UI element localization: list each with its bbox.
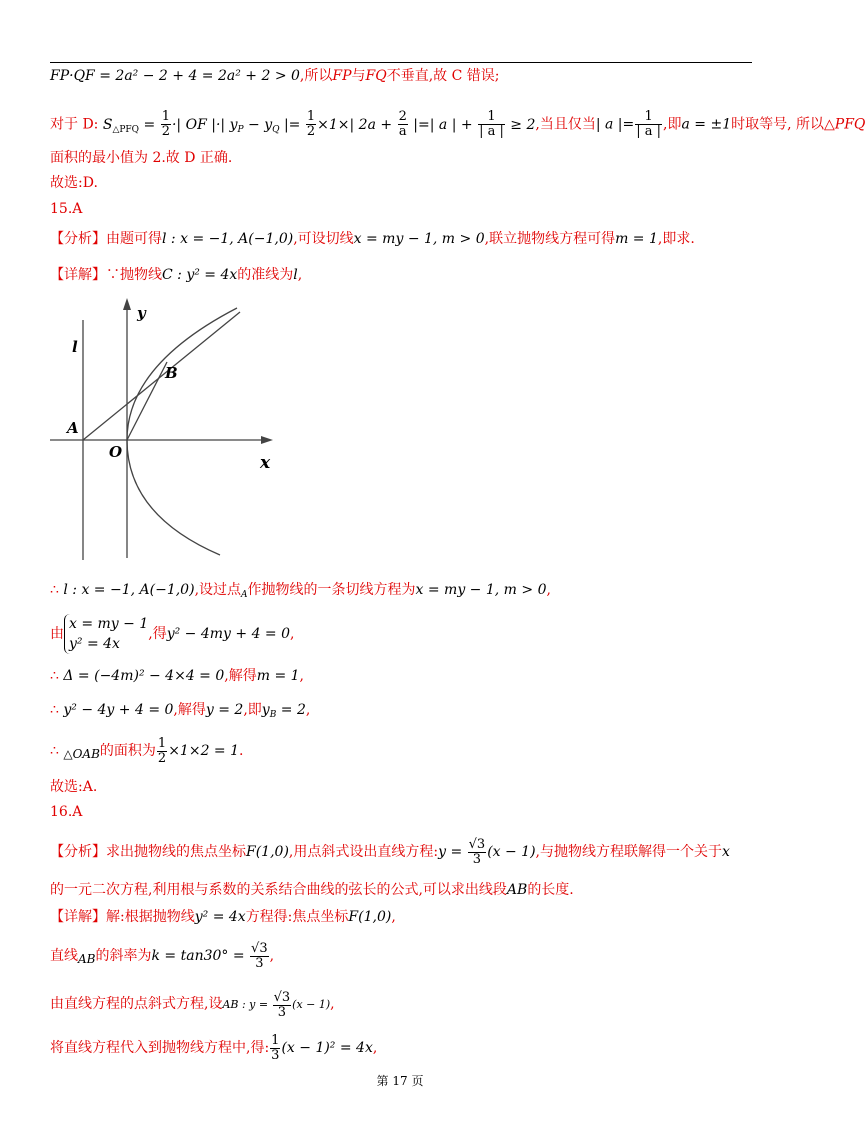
point-slope-line: 由直线方程的点斜式方程,设AB : y = $\frac{√3}{3}$ (x − 1), — [50, 989, 335, 1020]
question-16-number: 16.A — [50, 804, 83, 820]
label-b: B — [165, 364, 178, 382]
page-number: 第 17 页 — [376, 1074, 424, 1088]
step-5: ∴ △OAB的面积为 $\frac{1}{2}$ ×1×2 = 1. — [50, 735, 244, 766]
line-answer-d: 故选:D. — [50, 175, 98, 191]
x-axis-arrow — [261, 436, 273, 444]
area-formula: $S_{\triangle PFQ}$ = $\frac{1}{2}$ ·| OF |·| $y_P - y_Q$ |= $\frac{1}{2}$ ×1×| 2a + $\frac{2}{a}$ |=| a | + $\frac{1}{| a |}$ ≥ 2 — [102, 109, 536, 139]
step-3: ∴ Δ = (−4m)² − 4×4 = 0,解得m = 1, — [50, 668, 304, 684]
fraction-half-area: $\frac{1}{2}$ — [157, 735, 167, 766]
tangent-line — [83, 312, 240, 440]
fraction-1-over-abs-a-2: $\frac{1}{| a |}$ — [636, 109, 662, 139]
slope-line: 直线AB的斜率为k = tan30° = $\frac{√3}{3}$ , — [50, 940, 275, 971]
detail-tag: 【详解】 — [50, 267, 106, 283]
label-y: y — [137, 304, 146, 322]
label-o: O — [109, 443, 123, 461]
label-x: x — [260, 453, 271, 473]
question-15-number: 15.A — [50, 201, 83, 217]
detail-16: 【详解】解:根据抛物线y² = 4x方程得:焦点坐标F(1,0), — [50, 909, 396, 925]
dot-product-formula: FP·QF = 2a² − 2 + 4 = 2a² + 2 > 0 — [50, 68, 300, 84]
analysis-15: 【分析】由题可得l : x = −1, A(−1,0),可设切线x = my − 1, m > 0,联立抛物线方程可得m = 1,即求. — [50, 231, 695, 247]
line-fp-qf: FP·QF = 2a² − 2 + 4 = 2a² + 2 > 0,所以FP与FQ不垂直,故 C 错误; — [50, 68, 500, 84]
fraction-half: $\frac{1}{2}$ — [161, 109, 170, 139]
line-option-d: 对于 D: $S_{\triangle PFQ}$ = $\frac{1}{2}$ ·| OF |·| $y_P - y_Q$ |= $\frac{1}{2}$ ×1×| 2a + $\frac{2}{a}$ |=| a | + $\frac{1}{| a |}$ ≥ 2,当且仅当| a |= $\frac{1}{| a |}$ ,即a = ±1时取等号, 所以△PFQ — [50, 109, 865, 139]
label-l: l — [72, 338, 78, 356]
y-axis-arrow — [123, 298, 131, 310]
fraction-half-2: $\frac{1}{2}$ — [306, 109, 316, 139]
substitute-line: 将直线方程代入到抛物线方程中,得: $\frac{1}{3}$ (x − 1)² = 4x, — [50, 1032, 378, 1063]
parabola-figure — [45, 290, 285, 570]
step-2: 由 x = my − 1 y² = 4x ,得y² − 4my + 4 = 0, — [50, 616, 295, 652]
step-4: ∴ y² − 4y + 4 = 0,解得y = 2,即$y_B = 2$, — [50, 702, 311, 720]
step-1: ∴ l : x = −1, A(−1,0),设过点$_A$作抛物线的一条切线方程为x = my − 1, m > 0, — [50, 582, 551, 600]
header-rule — [50, 62, 752, 63]
segment-ob — [127, 362, 167, 440]
analysis-16-cont: 的一元二次方程,利用根与系数的关系结合曲线的弦长的公式,可以求出线段AB的长度. — [50, 882, 574, 898]
fraction-2-over-a: $\frac{2}{a}$ — [398, 109, 407, 139]
line-d-correct: 面积的最小值为 2.故 D 正确. — [50, 150, 233, 166]
detail-15: 【详解】∵抛物线C : y² = 4x的准线为l, — [50, 267, 303, 283]
analysis-tag: 【分析】 — [50, 231, 106, 247]
line-answer-a: 故选:A. — [50, 779, 98, 795]
equation-system: x = my − 1 y² = 4x — [64, 614, 148, 654]
parabola-curve — [127, 308, 237, 555]
analysis-16: 【分析】求出抛物线的焦点坐标F(1,0),用点斜式设出直线方程:y = $\frac{√3}{3}$ (x − 1),与抛物线方程联解得一个关于x — [50, 836, 730, 867]
fraction-1-over-abs-a: $\frac{1}{| a |}$ — [479, 109, 504, 139]
label-a: A — [67, 419, 79, 437]
